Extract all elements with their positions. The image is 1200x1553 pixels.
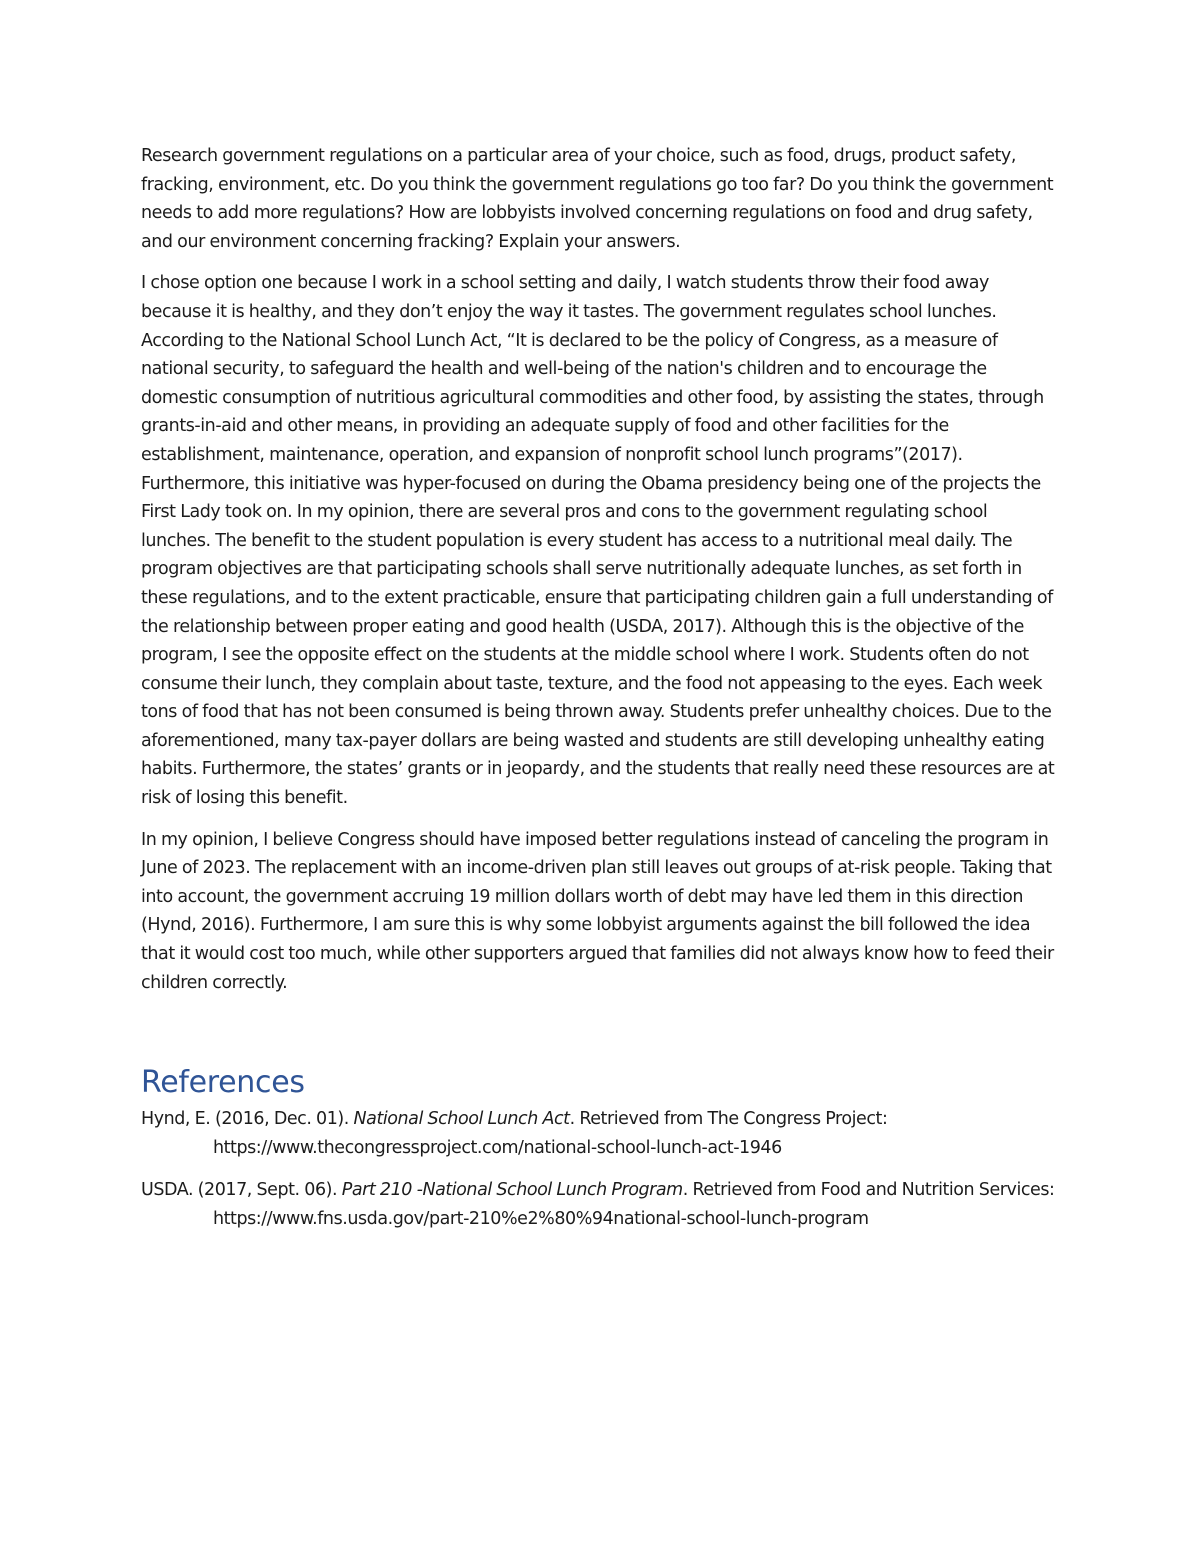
reference-title: National School Lunch Act [353, 1109, 570, 1130]
document-body [141, 142, 1061, 1247]
reference-author-date: Hynd, E. (2016, Dec. 01). [141, 1109, 354, 1130]
response-paragraph: I chose option one because I work in a school setting and daily, I watch students throw their food away because it is healthy, and they don’t enjoy the way it tastes. The government regulates school lunches. According to the National School Lunch Act, “It is declared to be the policy of Congress, as a measure of national security, to safeguard the health and well-being of the nation's children and to encourage the domestic consumption of nutritious agricultural commodities and other food, by assisting the states, through grants-in-aid and other means, in providing an adequate supply of food and other facilities for the establishment, maintenance, operation, and expansion of nonprofit school lunch programs”(2017). Furthermore, this initiative was hyper-focused on during the Obama presidency being one of the projects the First Lady took on. In my opinion, there are several pros and cons to the government regulating school lunches. The benefit to the student population is every student has access to a nutritional meal daily. The program objectives are that participating schools shall serve nutritionally adequate lunches, as set forth in these regulations, and to the extent practicable, ensure that participating children gain a full understanding of the relationship between proper eating and good health (USDA, 2017). Although this is the objective of the program, I see the opposite effect on the students at the middle school where I work. Students often do not consume their lunch, they complain about taste, texture, and the food not appeasing to the eyes. Each week tons of food that has not been consumed is being thrown away. Students prefer unhealthy choices. Due to the aforementioned, many tax-payer dollars are being wasted and students are still developing unhealthy eating habits. Furthermore, the states’ grants or in jeopardy, and the students that really need these resources are at risk of losing this benefit. [141, 273, 1055, 809]
references-heading: References [141, 1065, 305, 1101]
reference-entry-usda [141, 1176, 1061, 1234]
reference-author-date: USDA. (2017, Sept. 06). [141, 1180, 342, 1201]
reference-source: . Retrieved from The Congress Project: https://www.thecongressproject.com/national-school-lunch-act-1946 [213, 1109, 888, 1159]
assignment-prompt-paragraph: Research government regulations on a particular area of your choice, such as food, drugs, product safety, fracking, environment, etc. Do you think the government regulations go too far? Do you think the government needs to add more regulations? How are lobbyists involved concerning regulations on food and drug safety, and our environment concerning fracking? Explain your answers. [141, 146, 1054, 252]
reference-source: . Retrieved from Food and Nutrition Services: https://www.fns.usda.gov/part-210%e2%80%94national-school-lunch-program [213, 1180, 1055, 1230]
reference-entry-hynd [141, 1105, 1061, 1163]
reference-title: Part 210 -National School Lunch Program [341, 1180, 683, 1201]
conclusion-paragraph: In my opinion, I believe Congress should have imposed better regulations instead of canceling the program in June of 2023. The replacement with an income-driven plan still leaves out groups of at-risk people. Taking that into account, the government accruing 19 million dollars worth of debt may have led them in this direction (Hynd, 2016). Furthermore, I am sure this is why some lobbyist arguments against the bill followed the idea that it would cost too much, while other supporters argued that families did not always know how to feed their children correctly. [141, 829, 1054, 993]
